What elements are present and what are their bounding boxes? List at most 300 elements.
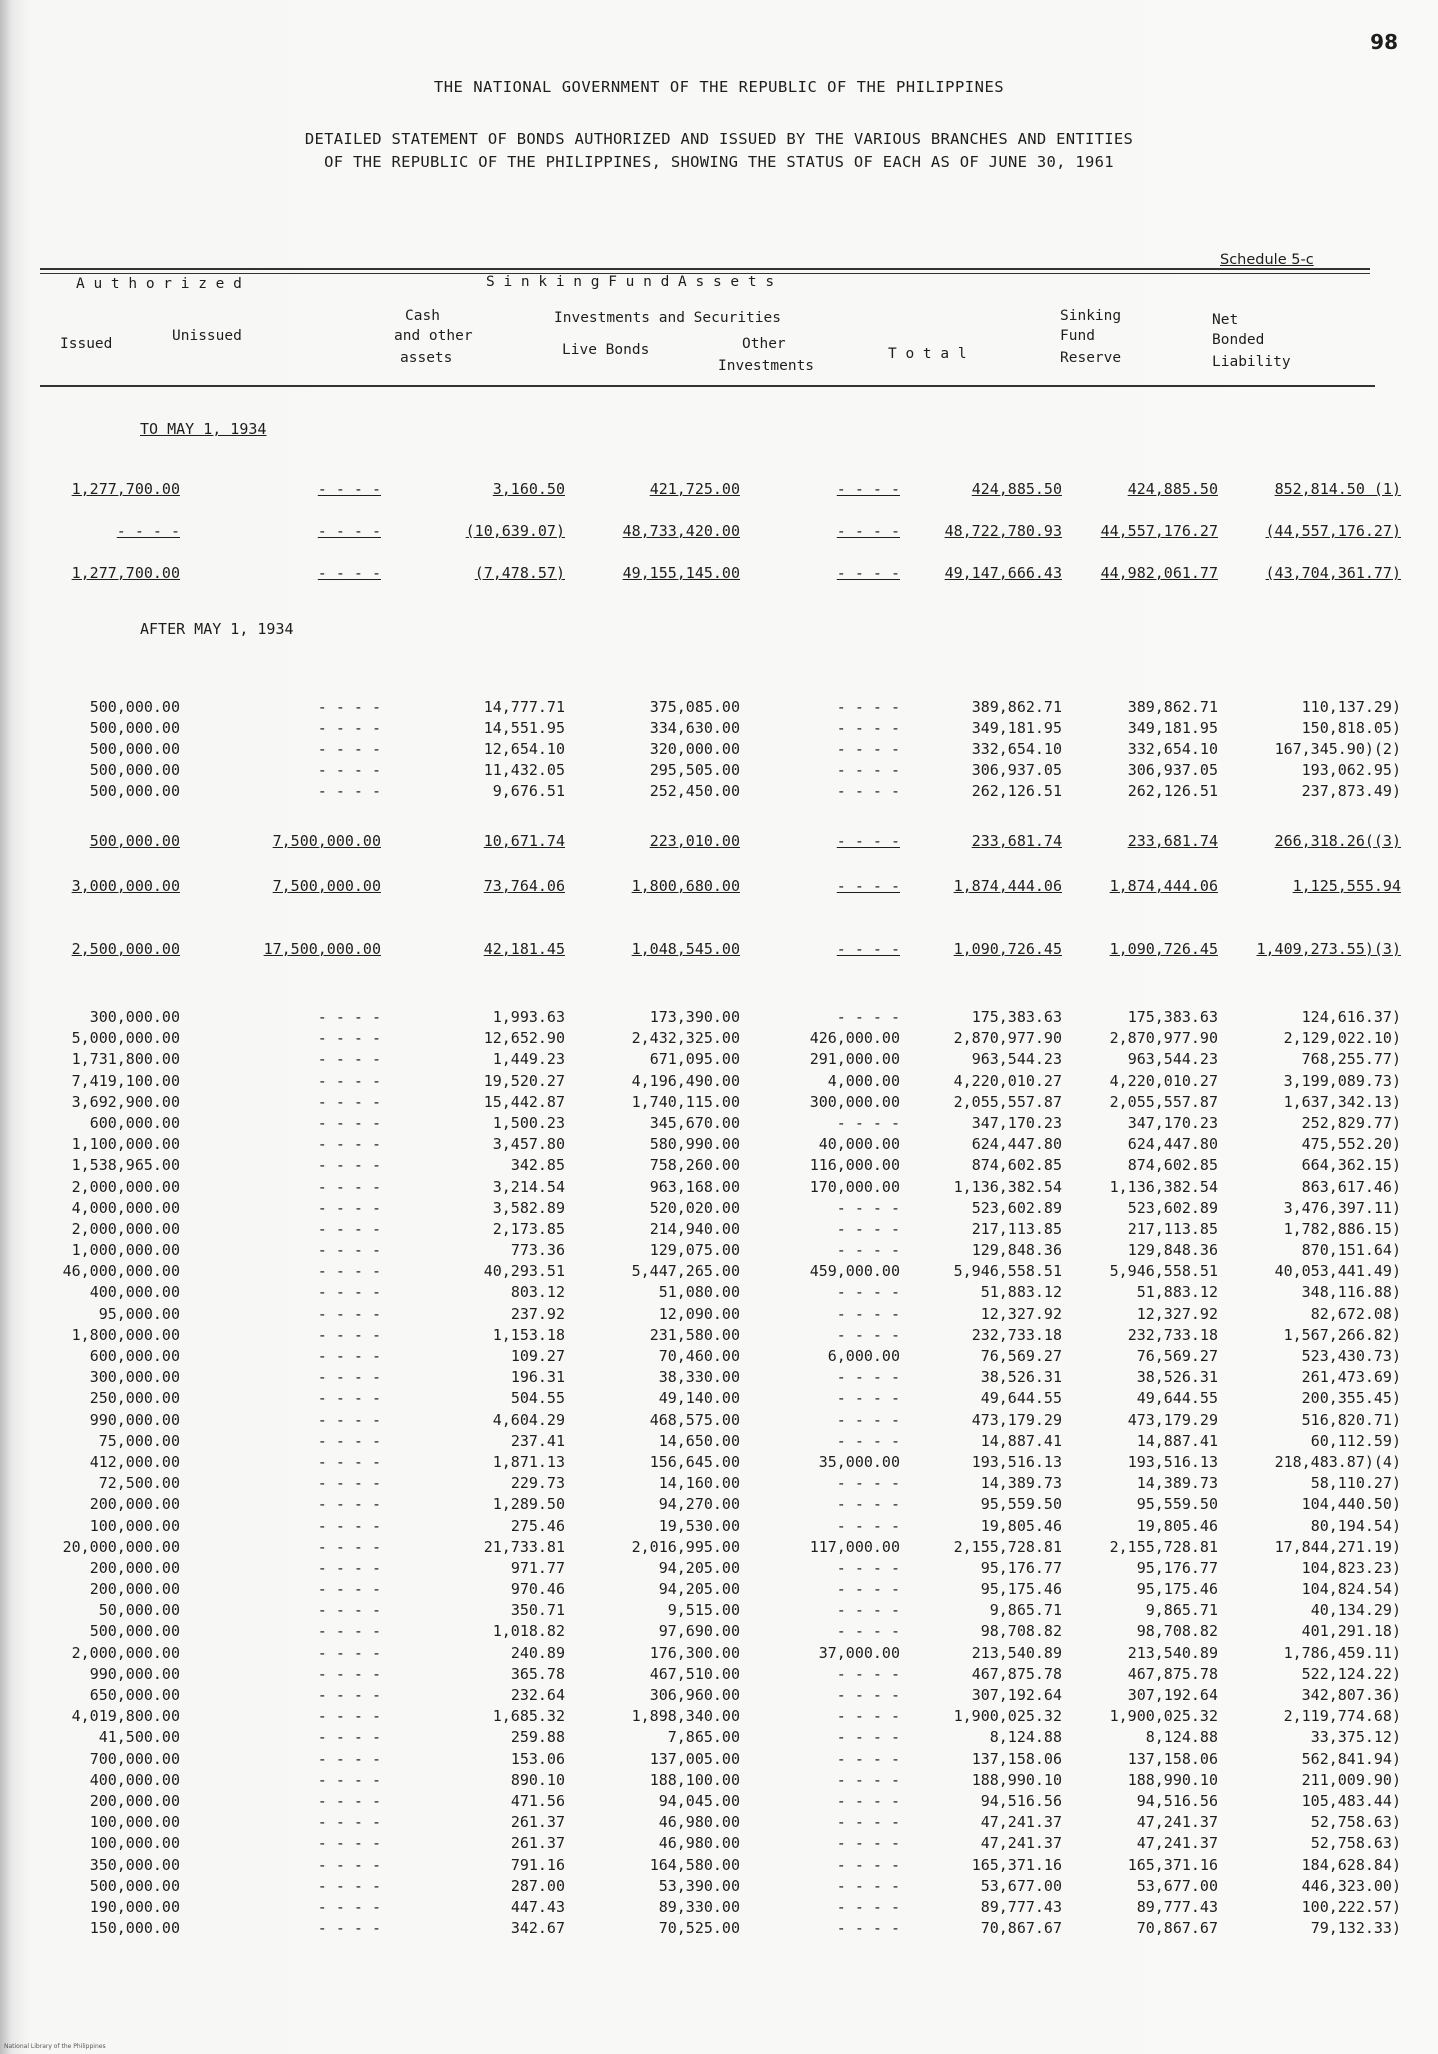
table-cell: 332,654.10	[971, 740, 1062, 758]
table-cell: 48,722,780.93	[944, 522, 1062, 540]
table-cell: 223,010.00	[649, 832, 740, 850]
table-cell: 80,194.54)	[1310, 1516, 1401, 1535]
table-cell: 349,181.95	[971, 719, 1062, 737]
table-row	[40, 1241, 1400, 1262]
table-cell: 516,820.71)	[1301, 1410, 1401, 1429]
table-cell: 963,168.00	[649, 1177, 740, 1196]
table-cell: 347,170.23	[971, 1113, 1062, 1132]
table-cell: 173,390.00	[649, 1008, 740, 1026]
table-cell: 8,124.88	[1145, 1728, 1218, 1747]
table-cell: 184,628.84)	[1301, 1855, 1401, 1874]
table-cell: 890.10	[510, 1770, 565, 1789]
header-cash-2: and other	[394, 328, 473, 344]
table-cell: 791.16	[510, 1855, 565, 1874]
table-cell: 95,176.77	[980, 1558, 1062, 1577]
table-cell: 307,192.64	[971, 1686, 1062, 1704]
table-cell: - - - -	[317, 1389, 381, 1408]
header-other-2: Investments	[718, 358, 815, 374]
table-cell: 471.56	[510, 1791, 565, 1810]
table-cell: 218,483.87)(4)	[1274, 1452, 1401, 1471]
table-cell: 49,644.55	[980, 1389, 1062, 1408]
table-cell: 94,205.00	[658, 1580, 740, 1599]
table-cell: 468,575.00	[649, 1410, 740, 1429]
table-cell: 4,000,000.00	[71, 1198, 180, 1217]
table-row	[40, 1135, 1400, 1156]
table-row	[40, 1114, 1400, 1135]
table-cell: 2,129,022.10)	[1283, 1029, 1401, 1048]
table-row	[40, 1262, 1400, 1283]
table-cell: 5,000,000.00	[71, 1029, 180, 1048]
table-cell: - - - -	[317, 1558, 381, 1577]
table-cell: - - - -	[317, 1347, 381, 1365]
table-cell: 300,000.00	[89, 1368, 180, 1387]
table-cell: 2,173.85	[492, 1219, 565, 1238]
table-cell: - - - -	[317, 564, 381, 582]
table-cell: - - - -	[317, 1516, 381, 1535]
table-row	[40, 1093, 1400, 1114]
table-cell: 14,777.71	[483, 698, 565, 716]
table-cell: 38,526.31	[980, 1368, 1062, 1387]
table-cell: 320,000.00	[649, 740, 740, 758]
table-row	[40, 1305, 1400, 1326]
table-cell: 2,055,557.87	[1109, 1092, 1218, 1111]
table-row	[40, 1622, 1400, 1643]
table-cell: 9,865.71	[989, 1601, 1062, 1620]
table-cell: 1,800,680.00	[631, 877, 740, 895]
table-cell: 150,818.05)	[1301, 719, 1401, 737]
table-cell: 350.71	[510, 1601, 565, 1620]
table-cell: - - - -	[317, 1029, 381, 1048]
table-cell: 473,179.29	[1127, 1410, 1218, 1429]
header-top-rule	[40, 268, 1370, 270]
table-row	[40, 1728, 1400, 1749]
table-cell: 94,270.00	[658, 1495, 740, 1514]
title-line-1: THE NATIONAL GOVERNMENT OF THE REPUBLIC OF THE PHILIPPINES	[433, 78, 1005, 96]
table-cell: 259.88	[510, 1728, 565, 1747]
table-cell: - - - -	[836, 1897, 900, 1916]
table-cell: - - - -	[836, 1791, 900, 1810]
table-cell: - - - -	[836, 1304, 900, 1323]
table-cell: 11,432.05	[483, 761, 565, 779]
table-cell: 44,557,176.27	[1100, 522, 1218, 540]
schedule-label: Schedule 5-c	[1220, 252, 1314, 268]
table-cell: 500,000.00	[89, 1876, 180, 1895]
table-cell: - - - -	[317, 1876, 381, 1895]
table-cell: 70,867.67	[980, 1919, 1062, 1938]
table-cell: 229.73	[510, 1474, 565, 1493]
table-cell: 291,000.00	[809, 1050, 900, 1069]
table-cell: 95,559.50	[1136, 1495, 1218, 1514]
table-cell: 2,870,977.90	[953, 1029, 1062, 1048]
table-cell: - - - -	[836, 1495, 900, 1514]
table-cell: 53,677.00	[980, 1876, 1062, 1895]
table-cell: - - - -	[836, 1558, 900, 1577]
table-cell: 200,000.00	[89, 1495, 180, 1514]
table-cell: 14,160.00	[658, 1474, 740, 1493]
table-cell: 1,786,459.11)	[1283, 1643, 1401, 1662]
section-label-after-may-1934: AFTER MAY 1, 1934	[140, 620, 294, 638]
table-cell: 94,205.00	[658, 1558, 740, 1577]
header-cash-1: Cash	[405, 308, 440, 324]
table-cell: 1,900,025.32	[953, 1707, 1062, 1726]
table-cell: 12,090.00	[658, 1304, 740, 1323]
table-cell: - - - -	[317, 1113, 381, 1132]
table-cell: 389,862.71	[971, 698, 1062, 716]
table-cell: 475,552.20)	[1301, 1135, 1401, 1154]
table-group-detail	[40, 1008, 1400, 1940]
table-cell: 237,873.49)	[1301, 782, 1401, 800]
table-cell: 7,865.00	[667, 1728, 740, 1747]
table-row	[40, 1432, 1400, 1453]
table-cell: 95,176.77	[1136, 1558, 1218, 1577]
table-cell: 188,990.10	[1127, 1770, 1218, 1789]
table-cell: - - - -	[836, 877, 900, 895]
table-cell: - - - -	[317, 1156, 381, 1175]
table-cell: 49,644.55	[1136, 1389, 1218, 1408]
table-row	[40, 1750, 1400, 1771]
table-cell: 523,602.89	[971, 1198, 1062, 1217]
table-cell: - - - -	[836, 564, 900, 582]
table-cell: - - - -	[317, 761, 381, 779]
table-cell: 347,170.23	[1127, 1113, 1218, 1132]
table-cell: 500,000.00	[89, 832, 180, 850]
table-cell: 213,540.89	[1127, 1643, 1218, 1662]
table-cell: 51,080.00	[658, 1283, 740, 1302]
table-cell: - - - -	[317, 1580, 381, 1599]
table-cell: 124,616.37)	[1301, 1008, 1401, 1026]
table-cell: 500,000.00	[89, 698, 180, 716]
table-cell: 70,525.00	[658, 1919, 740, 1938]
table-cell: 188,100.00	[649, 1770, 740, 1789]
table-cell: 49,140.00	[658, 1389, 740, 1408]
table-cell: - - - -	[836, 1113, 900, 1132]
table-row	[40, 761, 1400, 782]
table-cell: - - - -	[317, 1410, 381, 1429]
table-cell: - - - -	[317, 1707, 381, 1726]
table-cell: 46,980.00	[658, 1834, 740, 1853]
table-row	[40, 1389, 1400, 1410]
table-cell: 176,300.00	[649, 1643, 740, 1662]
table-cell: (10,639.07)	[465, 522, 565, 540]
table-cell: (7,478.57)	[474, 564, 565, 582]
table-cell: 14,551.95	[483, 719, 565, 737]
table-cell: - - - -	[836, 1834, 900, 1853]
table-cell: - - - -	[836, 1876, 900, 1895]
table-cell: 14,887.41	[1136, 1431, 1218, 1450]
table-cell: 100,000.00	[89, 1834, 180, 1853]
header-live-bonds: Live Bonds	[562, 342, 650, 358]
table-row	[40, 1495, 1400, 1516]
table-cell: - - - -	[317, 1537, 381, 1556]
table-cell: 89,777.43	[980, 1897, 1062, 1916]
table-cell: 214,940.00	[649, 1219, 740, 1238]
table-cell: 306,937.05	[1127, 761, 1218, 779]
table-row	[40, 1411, 1400, 1432]
table-cell: 41,500.00	[98, 1728, 180, 1747]
table-cell: 2,155,728.81	[953, 1537, 1062, 1556]
table-cell: 624,447.80	[1127, 1135, 1218, 1154]
table-cell: 1,538,965.00	[71, 1156, 180, 1175]
table-cell: 307,192.64	[1127, 1686, 1218, 1704]
table-cell: 4,220,010.27	[953, 1071, 1062, 1090]
table-cell: - - - -	[317, 1474, 381, 1493]
title-line-3: OF THE REPUBLIC OF THE PHILIPPINES, SHOWING THE STATUS OF EACH AS OF JUNE 30, 1961	[324, 153, 1114, 171]
table-row	[40, 782, 1400, 803]
table-cell: 10,671.74	[483, 832, 565, 850]
table-cell: 1,782,886.15)	[1283, 1219, 1401, 1238]
table-cell: 3,000,000.00	[71, 877, 180, 895]
table-cell: - - - -	[836, 1749, 900, 1768]
table-cell: 401,291.18)	[1301, 1622, 1401, 1641]
table-row	[40, 1050, 1400, 1071]
table-cell: 95,000.00	[98, 1304, 180, 1323]
table-cell: 233,681.74	[1127, 832, 1218, 850]
table-cell: 1,277,700.00	[71, 480, 180, 498]
table-row	[40, 1559, 1400, 1580]
table-cell: - - - -	[836, 1219, 900, 1238]
table-cell: 963,544.23	[1127, 1050, 1218, 1069]
table-cell: 2,155,728.81	[1109, 1537, 1218, 1556]
table-cell: 3,457.80	[492, 1135, 565, 1154]
table-cell: 287.00	[510, 1876, 565, 1895]
table-cell: 350,000.00	[89, 1855, 180, 1874]
table-cell: 200,000.00	[89, 1580, 180, 1599]
table-cell: - - - -	[836, 832, 900, 850]
table-cell: 426,000.00	[809, 1029, 900, 1048]
table-cell: 7,419,100.00	[71, 1071, 180, 1090]
table-cell: 105,483.44)	[1301, 1791, 1401, 1810]
table-cell: 1,500.23	[492, 1113, 565, 1132]
table-cell: - - - -	[317, 1855, 381, 1874]
table-cell: 70,867.67	[1136, 1919, 1218, 1938]
table-cell: - - - -	[317, 1791, 381, 1810]
table-cell: 48,733,420.00	[622, 522, 740, 540]
table-cell: - - - -	[317, 1325, 381, 1344]
table-cell: 2,119,774.68)	[1283, 1707, 1401, 1726]
table-row	[40, 1156, 1400, 1177]
table-cell: 17,500,000.00	[263, 940, 381, 958]
table-cell: - - - -	[836, 1283, 900, 1302]
table-cell: - - - -	[317, 1495, 381, 1514]
table-cell: 1,874,444.06	[953, 877, 1062, 895]
footer-credit: National Library of the Philippines	[4, 2043, 106, 2050]
table-cell: 2,870,977.90	[1109, 1029, 1218, 1048]
table-cell: 100,222.57)	[1301, 1897, 1401, 1916]
table-cell: 1,993.63	[492, 1008, 565, 1026]
table-row	[40, 1877, 1400, 1898]
table-cell: 870,151.64)	[1301, 1241, 1401, 1260]
table-row	[40, 522, 1400, 564]
table-row	[40, 1580, 1400, 1601]
table-cell: 200,355.45)	[1301, 1389, 1401, 1408]
table-cell: 47,241.37	[1136, 1834, 1218, 1853]
table-cell: 232,733.18	[971, 1325, 1062, 1344]
table-cell: - - - -	[317, 1431, 381, 1450]
table-cell: 200,000.00	[89, 1558, 180, 1577]
table-cell: 73,764.06	[483, 877, 565, 895]
table-cell: 261.37	[510, 1834, 565, 1853]
table-cell: 94,516.56	[1136, 1791, 1218, 1810]
table-cell: - - - -	[836, 698, 900, 716]
table-cell: 137,158.06	[1127, 1749, 1218, 1768]
table-cell: 233,681.74	[971, 832, 1062, 850]
table-cell: 758,260.00	[649, 1156, 740, 1175]
table-cell: 3,582.89	[492, 1198, 565, 1217]
table-cell: - - - -	[317, 1219, 381, 1238]
table-cell: 275.46	[510, 1516, 565, 1535]
table-cell: 7,500,000.00	[272, 832, 381, 850]
table-cell: 89,777.43	[1136, 1897, 1218, 1916]
table-cell: 100,000.00	[89, 1516, 180, 1535]
table-cell: - - - -	[317, 1177, 381, 1196]
table-cell: 232.64	[510, 1686, 565, 1704]
table-cell: 803.12	[510, 1283, 565, 1302]
table-row	[40, 1644, 1400, 1665]
table-cell: 1,637,342.13)	[1283, 1092, 1401, 1111]
header-net-2: Bonded	[1212, 332, 1265, 348]
header-reserve-3: Reserve	[1060, 350, 1122, 366]
table-cell: 261.37	[510, 1813, 565, 1832]
table-cell: 424,885.50	[971, 480, 1062, 498]
table-row	[40, 1072, 1400, 1093]
table-cell: 47,241.37	[980, 1813, 1062, 1832]
table-cell: 79,132.33)	[1310, 1919, 1401, 1938]
table-cell: 82,672.08)	[1310, 1304, 1401, 1323]
table-cell: - - - -	[317, 1686, 381, 1704]
header-net-1: Net	[1212, 312, 1239, 328]
table-cell: 137,005.00	[649, 1749, 740, 1768]
table-cell: 14,389.73	[1136, 1474, 1218, 1493]
table-cell: 2,432,325.00	[631, 1029, 740, 1048]
table-cell: 1,100,000.00	[71, 1135, 180, 1154]
table-cell: - - - -	[317, 1728, 381, 1747]
header-unissued: Unissued	[172, 328, 242, 344]
table-cell: 40,134.29)	[1310, 1601, 1401, 1620]
table-cell: 1,277,700.00	[71, 564, 180, 582]
table-row	[40, 1029, 1400, 1050]
table-cell: 175,383.63	[971, 1008, 1062, 1026]
table-row	[40, 832, 1400, 877]
table-cell: (43,704,361.77)	[1265, 564, 1401, 582]
table-cell: 37,000.00	[818, 1643, 900, 1662]
table-cell: 94,045.00	[658, 1791, 740, 1810]
table-cell: - - - -	[317, 1008, 381, 1026]
table-cell: - - - -	[836, 1770, 900, 1789]
table-cell: 5,946,558.51	[1109, 1262, 1218, 1281]
table-row	[40, 1199, 1400, 1220]
table-cell: 970.46	[510, 1580, 565, 1599]
table-cell: 95,175.46	[980, 1580, 1062, 1599]
table-cell: 129,075.00	[649, 1241, 740, 1260]
table-cell: - - - -	[836, 1241, 900, 1260]
table-cell: 60,112.59)	[1310, 1431, 1401, 1450]
table-cell: 1,018.82	[492, 1622, 565, 1641]
table-cell: 117,000.00	[809, 1537, 900, 1556]
table-cell: 671,095.00	[649, 1050, 740, 1069]
table-cell: 12,652.90	[483, 1029, 565, 1048]
table-cell: 3,160.50	[492, 480, 565, 498]
table-row	[40, 1008, 1400, 1029]
table-cell: 1,567,266.82)	[1283, 1325, 1401, 1344]
table-cell: 504.55	[510, 1389, 565, 1408]
table-cell: - - - -	[836, 740, 900, 758]
title-line-2: DETAILED STATEMENT OF BONDS AUTHORIZED AND ISSUED BY THE VARIOUS BRANCHES AND ENTITIES	[304, 130, 1134, 148]
table-cell: - - - -	[317, 1092, 381, 1111]
table-cell: 4,000.00	[827, 1071, 900, 1090]
table-cell: 2,000,000.00	[71, 1643, 180, 1662]
table-cell: 116,000.00	[809, 1156, 900, 1175]
table-row	[40, 740, 1400, 761]
table-cell: 110,137.29)	[1301, 698, 1401, 716]
table-cell: - - - -	[317, 480, 381, 498]
table-cell: 412,000.00	[89, 1452, 180, 1471]
table-cell: 5,946,558.51	[953, 1262, 1062, 1281]
table-cell: - - - -	[317, 1749, 381, 1768]
table-cell: - - - -	[836, 782, 900, 800]
table-cell: 19,805.46	[1136, 1516, 1218, 1535]
table-cell: 3,214.54	[492, 1177, 565, 1196]
table-row	[40, 1283, 1400, 1304]
table-cell: 262,126.51	[971, 782, 1062, 800]
table-cell: - - - -	[317, 1770, 381, 1789]
table-cell: 2,055,557.87	[953, 1092, 1062, 1111]
table-cell: 53,390.00	[658, 1876, 740, 1895]
table-cell: 500,000.00	[89, 719, 180, 737]
table-cell: 295,505.00	[649, 761, 740, 779]
table-cell: - - - -	[836, 719, 900, 737]
table-cell: 306,937.05	[971, 761, 1062, 779]
table-cell: - - - -	[317, 1135, 381, 1154]
header-cash-3: assets	[400, 350, 453, 366]
table-cell: 1,136,382.54	[953, 1177, 1062, 1196]
table-cell: 156,645.00	[649, 1452, 740, 1471]
table-cell: 9,676.51	[492, 782, 565, 800]
table-cell: 137,158.06	[971, 1749, 1062, 1768]
table-cell: 217,113.85	[1127, 1219, 1218, 1238]
title-block	[0, 128, 1438, 174]
table-cell: - - - -	[836, 1580, 900, 1599]
table-cell: - - - -	[317, 1198, 381, 1217]
table-cell: 58,110.27)	[1310, 1474, 1401, 1493]
table-cell: 400,000.00	[89, 1770, 180, 1789]
table-cell: - - - -	[317, 1897, 381, 1916]
table-cell: - - - -	[317, 698, 381, 716]
table-cell: 153.06	[510, 1749, 565, 1768]
table-cell: 232,733.18	[1127, 1325, 1218, 1344]
table-cell: 52,758.63)	[1310, 1834, 1401, 1853]
table-cell: 266,318.26((3)	[1274, 832, 1401, 850]
table-cell: 1,871.13	[492, 1452, 565, 1471]
table-cell: 600,000.00	[89, 1347, 180, 1365]
table-cell: 1,090,726.45	[1109, 940, 1218, 958]
table-cell: 522,124.22)	[1301, 1664, 1401, 1683]
table-cell: - - - -	[317, 782, 381, 800]
table-group-subtotals	[40, 832, 1400, 922]
table-cell: 47,241.37	[1136, 1813, 1218, 1832]
table-row	[40, 1453, 1400, 1474]
table-cell: 9,865.71	[1145, 1601, 1218, 1620]
table-cell: 971.77	[510, 1558, 565, 1577]
table-cell: 8,124.88	[989, 1728, 1062, 1747]
table-cell: 1,125,555.94	[1292, 877, 1401, 895]
table-cell: 400,000.00	[89, 1283, 180, 1302]
table-cell: 306,960.00	[649, 1686, 740, 1704]
table-cell: 447.43	[510, 1897, 565, 1916]
table-cell: 421,725.00	[649, 480, 740, 498]
table-cell: 51,883.12	[1136, 1283, 1218, 1302]
table-cell: 375,085.00	[649, 698, 740, 716]
table-row	[40, 1326, 1400, 1347]
